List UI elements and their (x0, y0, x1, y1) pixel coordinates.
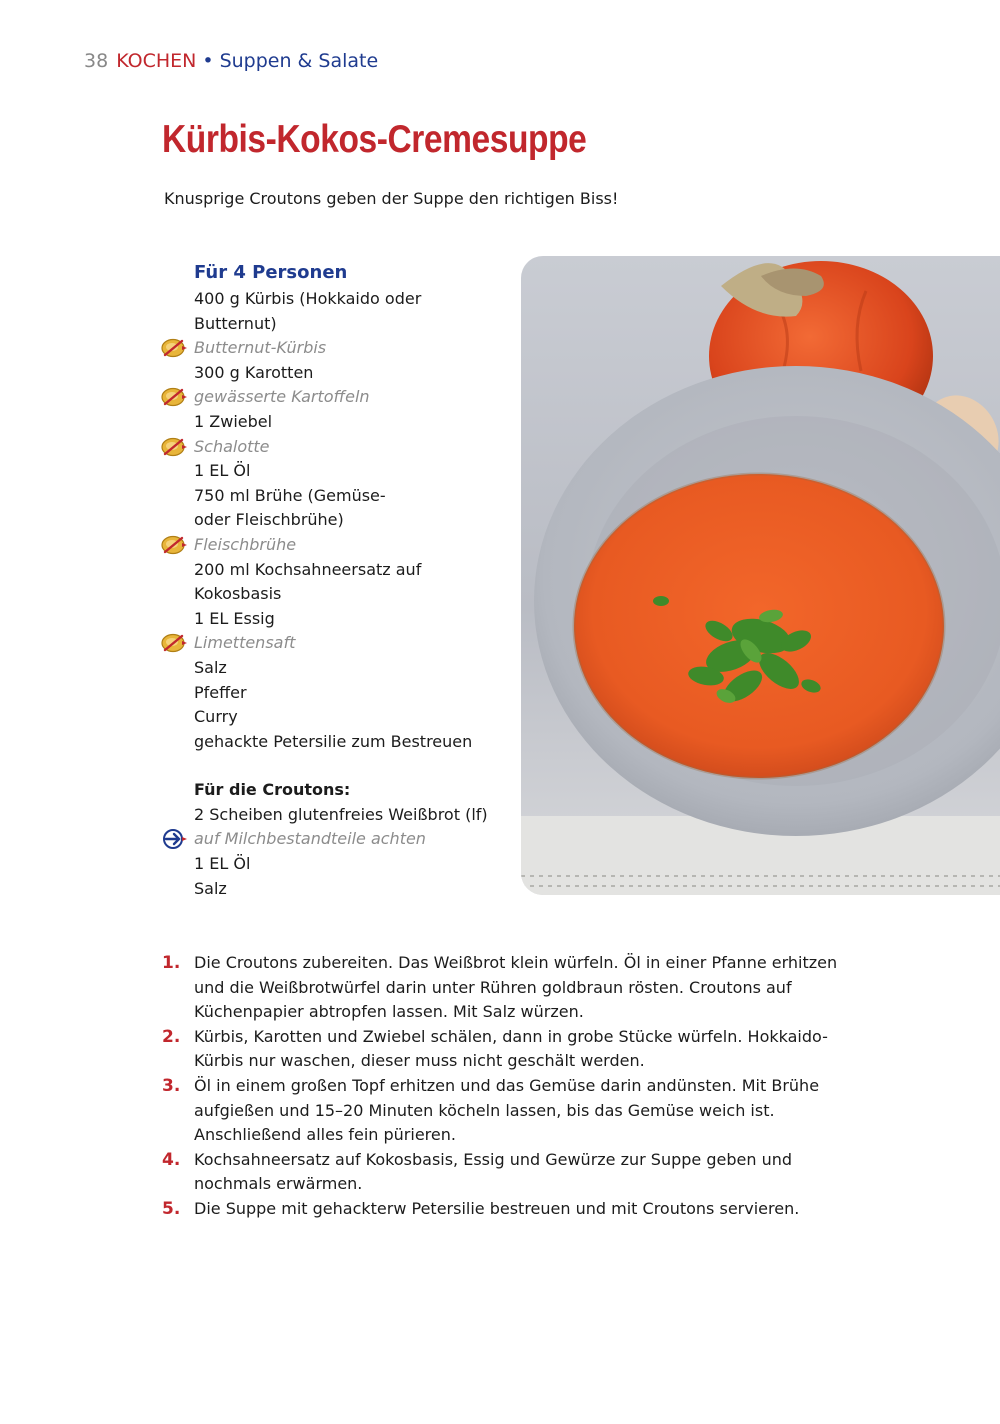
ingredient-item (160, 459, 505, 484)
ingredient-item (160, 877, 505, 902)
ingredient-text: 400 g Kürbis (Hokkaido oder (194, 289, 422, 308)
ingredient-text: Salz (194, 657, 227, 677)
step-text: Öl in einem großen Topf erhitzen und das Gemüse darin andünsten. Mit Brühe aufgießen und 15–20 Minuten köcheln lassen, bis das Gemüse weich ist. Anschließend alles fein pürieren. (194, 1075, 820, 1145)
running-header (84, 50, 378, 72)
page-number: 38 (84, 50, 109, 72)
substitute-ingredient (160, 631, 505, 656)
ingredient-item (160, 705, 505, 730)
ingredient-text: Curry (194, 707, 238, 727)
ingredients-list (160, 259, 505, 901)
step-number: 4. (162, 1149, 181, 1170)
ingredient-item (160, 508, 505, 533)
ingredient-text: 2 Scheiben glutenfreies Weißbrot (lf) (194, 804, 488, 824)
ingredient-text: Pfeffer (194, 682, 247, 702)
ingredient-text: 1 EL Öl (194, 854, 251, 874)
ingredient-item (160, 287, 505, 312)
ingredient-text: 1 Zwiebel (194, 411, 273, 431)
ingredient-text: 750 ml Brühe (Gemüse- (194, 485, 386, 505)
ingredient-text: Butternut-Kürbis (194, 338, 327, 358)
ingredient-text: Limettensaft (194, 633, 296, 653)
ingredient-text: gewässerte Kartoffeln (194, 387, 370, 407)
step-number: 2. (162, 1026, 181, 1047)
croutons-heading: Für die Croutons: (194, 780, 351, 800)
milk-warning-badge-icon (160, 829, 188, 849)
step-text: Kochsahneersatz auf Kokosbasis, Essig und Gewürze zur Suppe geben und nochmals erwärmen. (194, 1149, 792, 1194)
section-label: KOCHEN (116, 50, 197, 72)
ingredient-item (160, 803, 505, 828)
ingredient-text: 1 EL Öl (194, 461, 251, 481)
no-substitute-badge-icon (160, 437, 188, 457)
soup-photo (521, 256, 1000, 895)
spacer (160, 754, 505, 778)
no-substitute-badge-icon (160, 535, 188, 555)
no-substitute-badge-icon (160, 338, 188, 358)
step-number: 1. (162, 953, 181, 973)
step-number: 3. (162, 1075, 181, 1096)
ingredient-text: 200 ml Kochsahneersatz auf (194, 559, 422, 579)
step-number: 5. (162, 1198, 181, 1219)
ingredient-text: Salz (194, 878, 227, 898)
crouton-ingredients (160, 803, 505, 901)
ingredient-item (160, 582, 505, 607)
step-item (160, 1197, 840, 1222)
ingredient-item (160, 607, 505, 632)
substitute-ingredient (160, 533, 505, 558)
step-text: Kürbis, Karotten und Zwiebel schälen, dann in grobe Stücke würfeln. Hokkaido-Kürbis nur waschen, dieser muss nicht geschält werden. (194, 1026, 828, 1071)
substitute-ingredient (160, 827, 505, 852)
header-bullet: • (202, 50, 214, 72)
no-substitute-badge-icon (160, 387, 188, 407)
step-item (160, 1025, 840, 1074)
ingredient-text: Butternut) (194, 313, 277, 333)
subsection-label: Suppen & Salate (219, 50, 379, 72)
ingredient-text: Kokosbasis (194, 584, 282, 604)
step-text: Die Croutons zubereiten. Das Weißbrot klein würfeln. Öl in einer Pfanne erhitzen und die Weißbrotwürfel darin unter Rühren goldbraun rösten. Croutons auf Küchenpapier abtropfen lassen. Mit Salz würzen. (194, 953, 838, 1022)
ingredient-text: 1 EL Essig (194, 608, 275, 628)
ingredient-item (160, 361, 505, 386)
ingredient-item (160, 656, 505, 681)
ingredient-item (160, 730, 505, 755)
ingredient-text: oder Fleischbrühe) (194, 510, 344, 530)
ingredient-item (160, 484, 505, 509)
substitute-ingredient (160, 435, 505, 460)
ingredient-text: Schalotte (194, 436, 270, 456)
step-item (160, 1074, 840, 1148)
substitute-ingredient (160, 385, 505, 410)
ingredient-text: 300 g Karotten (194, 362, 314, 382)
ingredient-text: auf Milchbestandteile achten (194, 829, 426, 849)
recipe-title: Kürbis-Kokos-Cremesuppe (162, 118, 587, 161)
main-ingredients (160, 287, 505, 754)
ingredient-text: gehackte Petersilie zum Bestreuen (194, 731, 473, 751)
recipe-intro: Knusprige Croutons geben der Suppe den richtigen Biss! (164, 189, 619, 208)
ingredient-item (160, 312, 505, 337)
ingredient-item (160, 558, 505, 583)
ingredient-item (160, 410, 505, 435)
servings-heading: Für 4 Personen (194, 262, 348, 283)
step-item (160, 1148, 840, 1197)
pumpkin-soup-illustration (521, 256, 1000, 895)
step-item (160, 951, 840, 1025)
no-substitute-badge-icon (160, 633, 188, 653)
step-text: Die Suppe mit gehackterw Petersilie bestreuen und mit Croutons servieren. (194, 1198, 800, 1218)
ingredient-text: Fleischbrühe (194, 534, 297, 554)
preparation-steps (160, 951, 840, 1222)
ingredient-item (160, 681, 505, 706)
ingredient-item (160, 852, 505, 877)
substitute-ingredient (160, 336, 505, 361)
